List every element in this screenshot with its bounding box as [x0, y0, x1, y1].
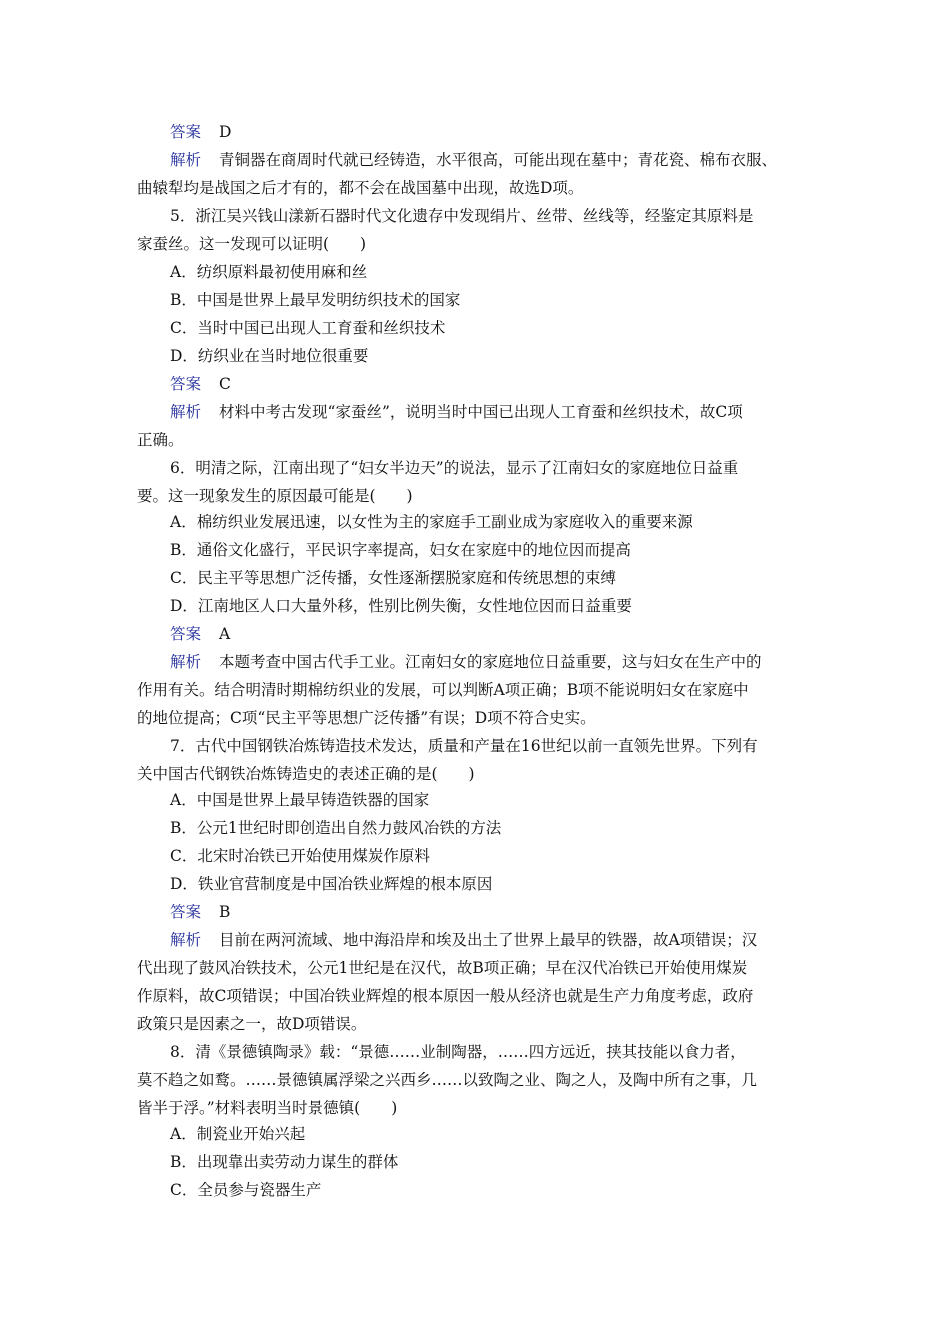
- option-d: D．铁业官营制度是中国冶铁业辉煌的根本原因: [170, 875, 493, 893]
- option-b: B．中国是世界上最早发明纺织技术的国家: [170, 291, 461, 309]
- q4-answer-line: [170, 122, 850, 142]
- analysis-text: 青铜器在商周时代就已经铸造，水平很高，可能出现在墓中；青花瓷、棉布衣服、: [219, 151, 778, 169]
- option-a: A．中国是世界上最早铸造铁器的国家: [170, 791, 430, 809]
- question-stem: 莫不趋之如鹜。……景德镇属浮梁之兴西乡……以致陶之业、陶之人，及陶中所有之事，几: [137, 1071, 758, 1089]
- q5-answer-line: [170, 374, 850, 394]
- answer-label: 答案: [170, 123, 202, 141]
- answer-label: 答案: [170, 375, 202, 393]
- option-d: D．纺织业在当时地位很重要: [170, 347, 369, 365]
- q4-analysis-line: [170, 150, 850, 170]
- answer-value: A: [219, 625, 231, 643]
- q6-analysis-line: [170, 652, 850, 672]
- question-stem: 皆半于浮。”材料表明当时景德镇( ): [137, 1099, 398, 1117]
- question-stem: 要。这一现象发生的原因最可能是( ): [137, 487, 413, 505]
- question-stem: 7．古代中国钢铁冶炼铸造技术发达，质量和产量在16世纪以前一直领先世界。下列有: [170, 737, 758, 755]
- q6-answer-line: [170, 624, 850, 644]
- analysis-text: 正确。: [137, 431, 184, 449]
- analysis-label: 解析: [170, 151, 202, 169]
- analysis-label: 解析: [170, 931, 202, 949]
- option-c: C．当时中国已出现人工育蚕和丝织技术: [170, 319, 446, 337]
- analysis-text: 的地位提高；C项“民主平等思想广泛传播”有误；D项不符合史实。: [137, 709, 596, 727]
- q7-analysis-line: [170, 930, 850, 950]
- answer-label: 答案: [170, 903, 202, 921]
- answer-value: B: [219, 903, 231, 921]
- q7-answer-line: [170, 902, 850, 922]
- analysis-text: 代出现了鼓风冶铁技术，公元1世纪是在汉代，故B项正确；早在汉代冶铁已开始使用煤炭: [137, 959, 748, 977]
- analysis-text: 政策只是因素之一，故D项错误。: [137, 1015, 367, 1033]
- analysis-text: 作用有关。结合明清时期棉纺织业的发展，可以判断A项正确；B项不能说明妇女在家庭中: [137, 681, 749, 699]
- analysis-text: 目前在两河流域、地中海沿岸和埃及出土了世界上最早的铁器，故A项错误；汉: [219, 931, 758, 949]
- analysis-text: 本题考查中国古代手工业。江南妇女的家庭地位日益重要，这与妇女在生产中的: [219, 653, 762, 671]
- option-b: B．公元1世纪时即创造出自然力鼓风冶铁的方法: [170, 819, 502, 837]
- question-stem: 8．清《景德镇陶录》载：“景德……业制陶器，……四方远近，挟其技能以食力者，: [170, 1043, 746, 1061]
- option-a: A．纺织原料最初使用麻和丝: [170, 263, 368, 281]
- analysis-label: 解析: [170, 403, 202, 421]
- analysis-text: 曲辕犁均是战国之后才有的，都不会在战国墓中出现，故选D项。: [137, 179, 584, 197]
- question-stem: 6．明清之际，江南出现了“妇女半边天”的说法，显示了江南妇女的家庭地位日益重: [170, 459, 739, 477]
- option-b: B．通俗文化盛行，平民识字率提高，妇女在家庭中的地位因而提高: [170, 541, 631, 559]
- question-stem: 家蚕丝。这一发现可以证明( ): [137, 235, 367, 253]
- option-c: C．民主平等思想广泛传播，女性逐渐摆脱家庭和传统思想的束缚: [170, 569, 616, 587]
- option-a: A．棉纺织业发展迅速，以女性为主的家庭手工副业成为家庭收入的重要来源: [170, 513, 693, 531]
- option-a: A．制瓷业开始兴起: [170, 1125, 306, 1143]
- q5-analysis-line: [170, 402, 850, 422]
- analysis-text: 作原料，故C项错误；中国冶铁业辉煌的根本原因一般从经济也就是生产力角度考虑，政府: [137, 987, 754, 1005]
- option-d: D．江南地区人口大量外移，性别比例失衡，女性地位因而日益重要: [170, 597, 632, 615]
- analysis-text: 材料中考古发现“家蚕丝”，说明当时中国已出现人工育蚕和丝织技术，故C项: [219, 403, 743, 421]
- analysis-label: 解析: [170, 653, 202, 671]
- question-stem: 关中国古代钢铁冶炼铸造史的表述正确的是( ): [137, 765, 475, 783]
- option-c: C．全员参与瓷器生产: [170, 1181, 322, 1199]
- question-stem: 5．浙江吴兴钱山漾新石器时代文化遗存中发现绢片、丝带、丝线等，经鉴定其原料是: [170, 207, 754, 225]
- option-c: C．北宋时冶铁已开始使用煤炭作原料: [170, 847, 430, 865]
- answer-value: C: [219, 375, 231, 393]
- answer-value: D: [219, 123, 232, 141]
- option-b: B．出现靠出卖劳动力谋生的群体: [170, 1153, 399, 1171]
- answer-label: 答案: [170, 625, 202, 643]
